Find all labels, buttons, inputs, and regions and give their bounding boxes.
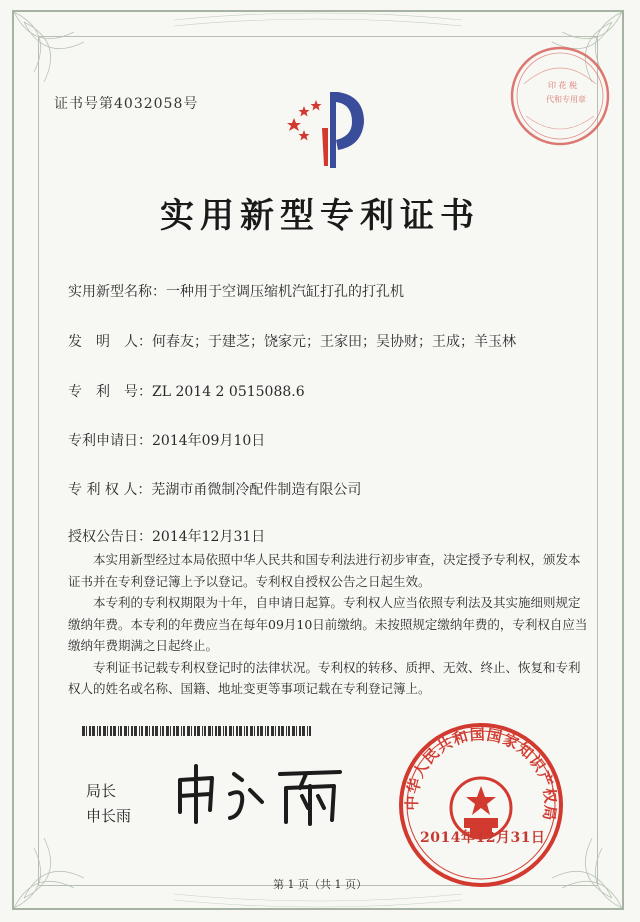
inventors: 何春友；于建芝；饶家元；王家田；吴协财；王成；羊玉林	[152, 334, 516, 350]
body-paragraph: 本专利的专利权期限为十年，自申请日起算。专利权人应当依照专利法及其实施细则规定缴纳年费。本专利的年费应当在每年09月10日前缴纳。未按照规定缴纳年费的，专利权自应当缴纳年费期满之日起终止。	[68, 595, 588, 653]
patent-number: ZL 2014 2 0515088.6	[152, 384, 305, 400]
certificate-number: 证书号第4032058号	[54, 96, 199, 112]
barcode	[82, 726, 312, 736]
field-label: 发 明 人：	[68, 334, 152, 350]
patentee: 芜湖市甬微制冷配件制造有限公司	[151, 482, 362, 498]
patent-number-row	[68, 381, 305, 401]
field-label: 专 利 号：	[68, 384, 152, 400]
national-seal-icon	[396, 720, 566, 890]
certificate-title: 实用新型专利证书	[160, 196, 480, 236]
body-paragraph: 专利证书记载专利权登记时的法律状况。专利权的转移、质押、无效、终止、恢复和专利权人的姓名或名称、国籍、地址变更等事项记载在专利登记簿上。	[68, 659, 581, 696]
body-paragraph: 本实用新型经过本局依照中华人民共和国专利法进行初步审查，决定授予专利权，颁发本证书并在专利登记簿上予以登记。专利权自授权公告之日起生效。	[68, 552, 581, 589]
field-label: 专 利 权 人：	[68, 482, 152, 498]
grant-date: 2014年12月31日	[152, 529, 266, 545]
svg-text:代和专用章: 代和专用章	[546, 95, 586, 104]
patentee-row	[68, 479, 361, 499]
utility-model-name-row	[68, 281, 404, 301]
svg-text:印 花 税: 印 花 税	[548, 81, 578, 90]
page-number: 第 1 页（共 1 页）	[273, 878, 367, 891]
inventor-row	[68, 331, 516, 351]
seal-date: 2014年12月31日	[420, 830, 546, 846]
signature-image	[170, 760, 370, 830]
certificate-body	[68, 549, 588, 700]
field-label: 实用新型名称：	[68, 284, 166, 300]
director-name: 申长雨	[86, 807, 132, 825]
seal-text: 中华人民共和国国家知识产权局	[402, 725, 560, 823]
field-label: 专利申请日：	[68, 433, 152, 449]
director-role: 局长	[86, 782, 117, 800]
filing-date: 2014年09月10日	[152, 433, 266, 449]
utility-model-name: 一种用于空调压缩机汽缸打孔的打孔机	[166, 284, 404, 300]
field-label: 授权公告日：	[68, 529, 152, 545]
filing-date-row	[68, 430, 265, 450]
grant-date-row	[68, 526, 265, 546]
sipo-logo-icon	[280, 88, 372, 174]
review-seal-icon	[508, 44, 612, 148]
